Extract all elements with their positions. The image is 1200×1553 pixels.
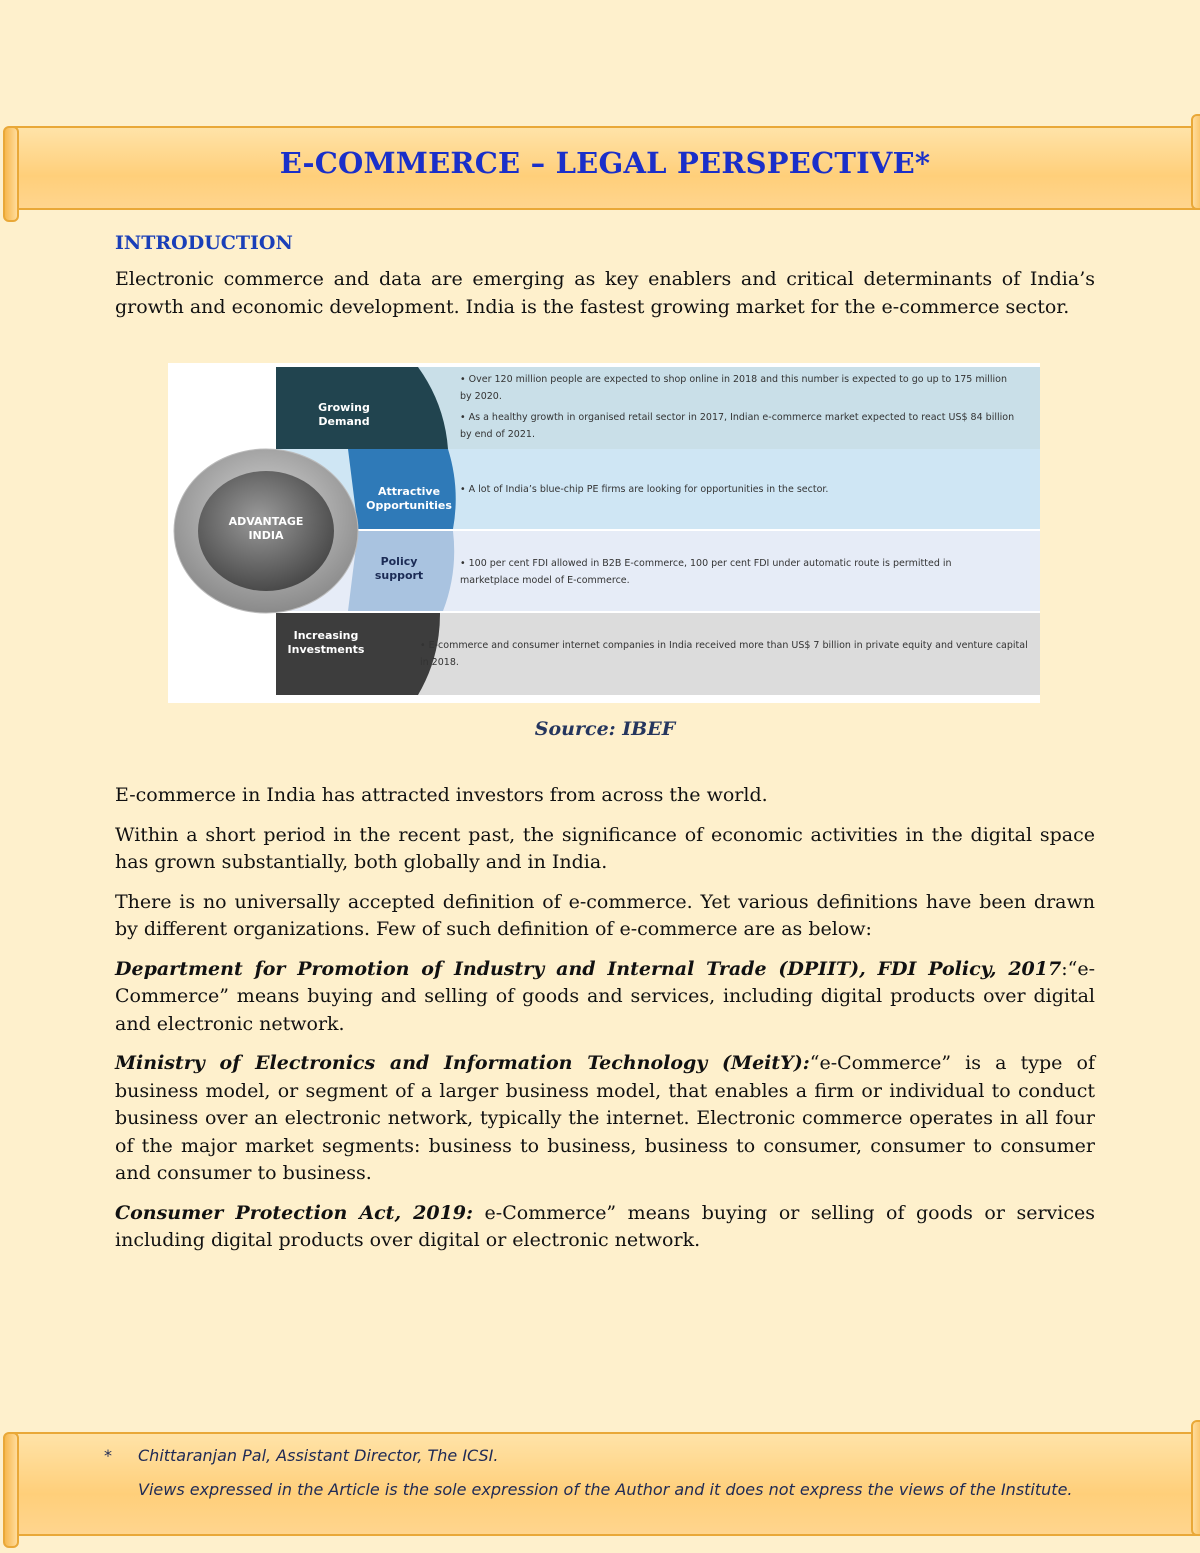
paragraph-significance: Within a short period in the recent past, the significance of economic activities in the digital space has grown substantially, both globally and in India. — [115, 823, 1095, 873]
definition-meity — [115, 1050, 1095, 1188]
footnote-banner — [10, 1432, 1200, 1536]
bullet-attractive-opportunities: • A lot of India’s blue-chip PE firms are looking for opportunities in the sector. — [460, 484, 829, 495]
page-title: E-COMMERCE – LEGAL PERSPECTIVE* — [279, 146, 931, 180]
paragraph-investors: E-commerce in India has attracted investors from across the world. — [115, 784, 768, 806]
footnote-disclaimer: Views expressed in the Article is the sole expression of the Author and it does not express the views of the Institute. — [138, 1480, 1073, 1499]
definition-cpa-title: Consumer Protection Act, 2019: — [115, 1201, 474, 1224]
label-attractive-opportunities: Attractive Opportunities — [366, 485, 452, 512]
bullet-growing-demand-2: • As a healthy growth in organised retail sector in 2017, Indian e-commerce market expected to react US$ 84 billion by end of 2021. — [460, 412, 1015, 440]
definition-meity-title: Ministry of Electronics and Information Technology (MeitY): — [115, 1052, 810, 1074]
bullet-increasing-investments: • E-commerce and consumer internet companies in India received more than US$ 7 billion in private equity and venture capital in 2018. — [420, 640, 1028, 668]
footnote-author: Chittaranjan Pal, Assistant Director, The ICSI. — [138, 1446, 499, 1465]
figure-source: Source: IBEF — [534, 718, 676, 740]
definition-cpa — [115, 1200, 1095, 1255]
label-policy-support: Policy support — [374, 555, 424, 582]
paragraph-definitions-intro: There is no universally accepted definition of e-commerce. Yet various definitions have been drawn by different organizations. Few of such definition of e-commerce are as below: — [115, 890, 1095, 940]
advantage-india-infographic — [168, 363, 1040, 703]
bullet-growing-demand-1: • Over 120 million people are expected to shop online in 2018 and this number is expected to go up to 175 million by 2020. — [460, 374, 1008, 402]
definition-dpiit-title: Department for Promotion of Industry and Internal Trade (DPIIT), FDI Policy, 2017 — [115, 957, 1062, 980]
footnote-marker: * — [104, 1446, 112, 1465]
label-growing-demand: Growing Demand — [318, 401, 370, 428]
bullet-policy-support: • 100 per cent FDI allowed in B2B E-commerce, 100 per cent FDI under automatic route is permitted in marketplace model of E-commerce. — [460, 558, 952, 586]
label-increasing-investments: Increasing Investments — [287, 629, 365, 656]
title-banner — [10, 126, 1200, 210]
intro-paragraph: Electronic commerce and data are emerging as key enablers and critical determinants of India’s growth and economic development. India is the fastest growing market for the e-commerce sector. — [115, 268, 1095, 318]
infographic-center-label: ADVANTAGE INDIA — [228, 515, 304, 542]
definition-dpiit-text: :“e-Commerce” means buying and selling of goods and services, including digital products over digital and electronic network. — [115, 957, 1095, 1035]
scroll-curl-right — [1191, 1420, 1200, 1536]
definition-meity-text: “e-Commerce” is a type of business model, or segment of a larger business model, that enables a firm or individual to conduct business over an electronic network, typically the internet. Electronic commerce operates in all four of the major market segments: business to business, business to consumer, consumer to consumer and consumer to business. — [115, 1052, 1096, 1184]
definition-dpiit — [115, 956, 1095, 1039]
definition-cpa-text: e-Commerce” means buying or selling of goods or services including digital products over digital or electronic network. — [115, 1201, 1095, 1251]
scroll-curl-left — [3, 1432, 19, 1548]
intro-heading: INTRODUCTION — [115, 232, 293, 254]
